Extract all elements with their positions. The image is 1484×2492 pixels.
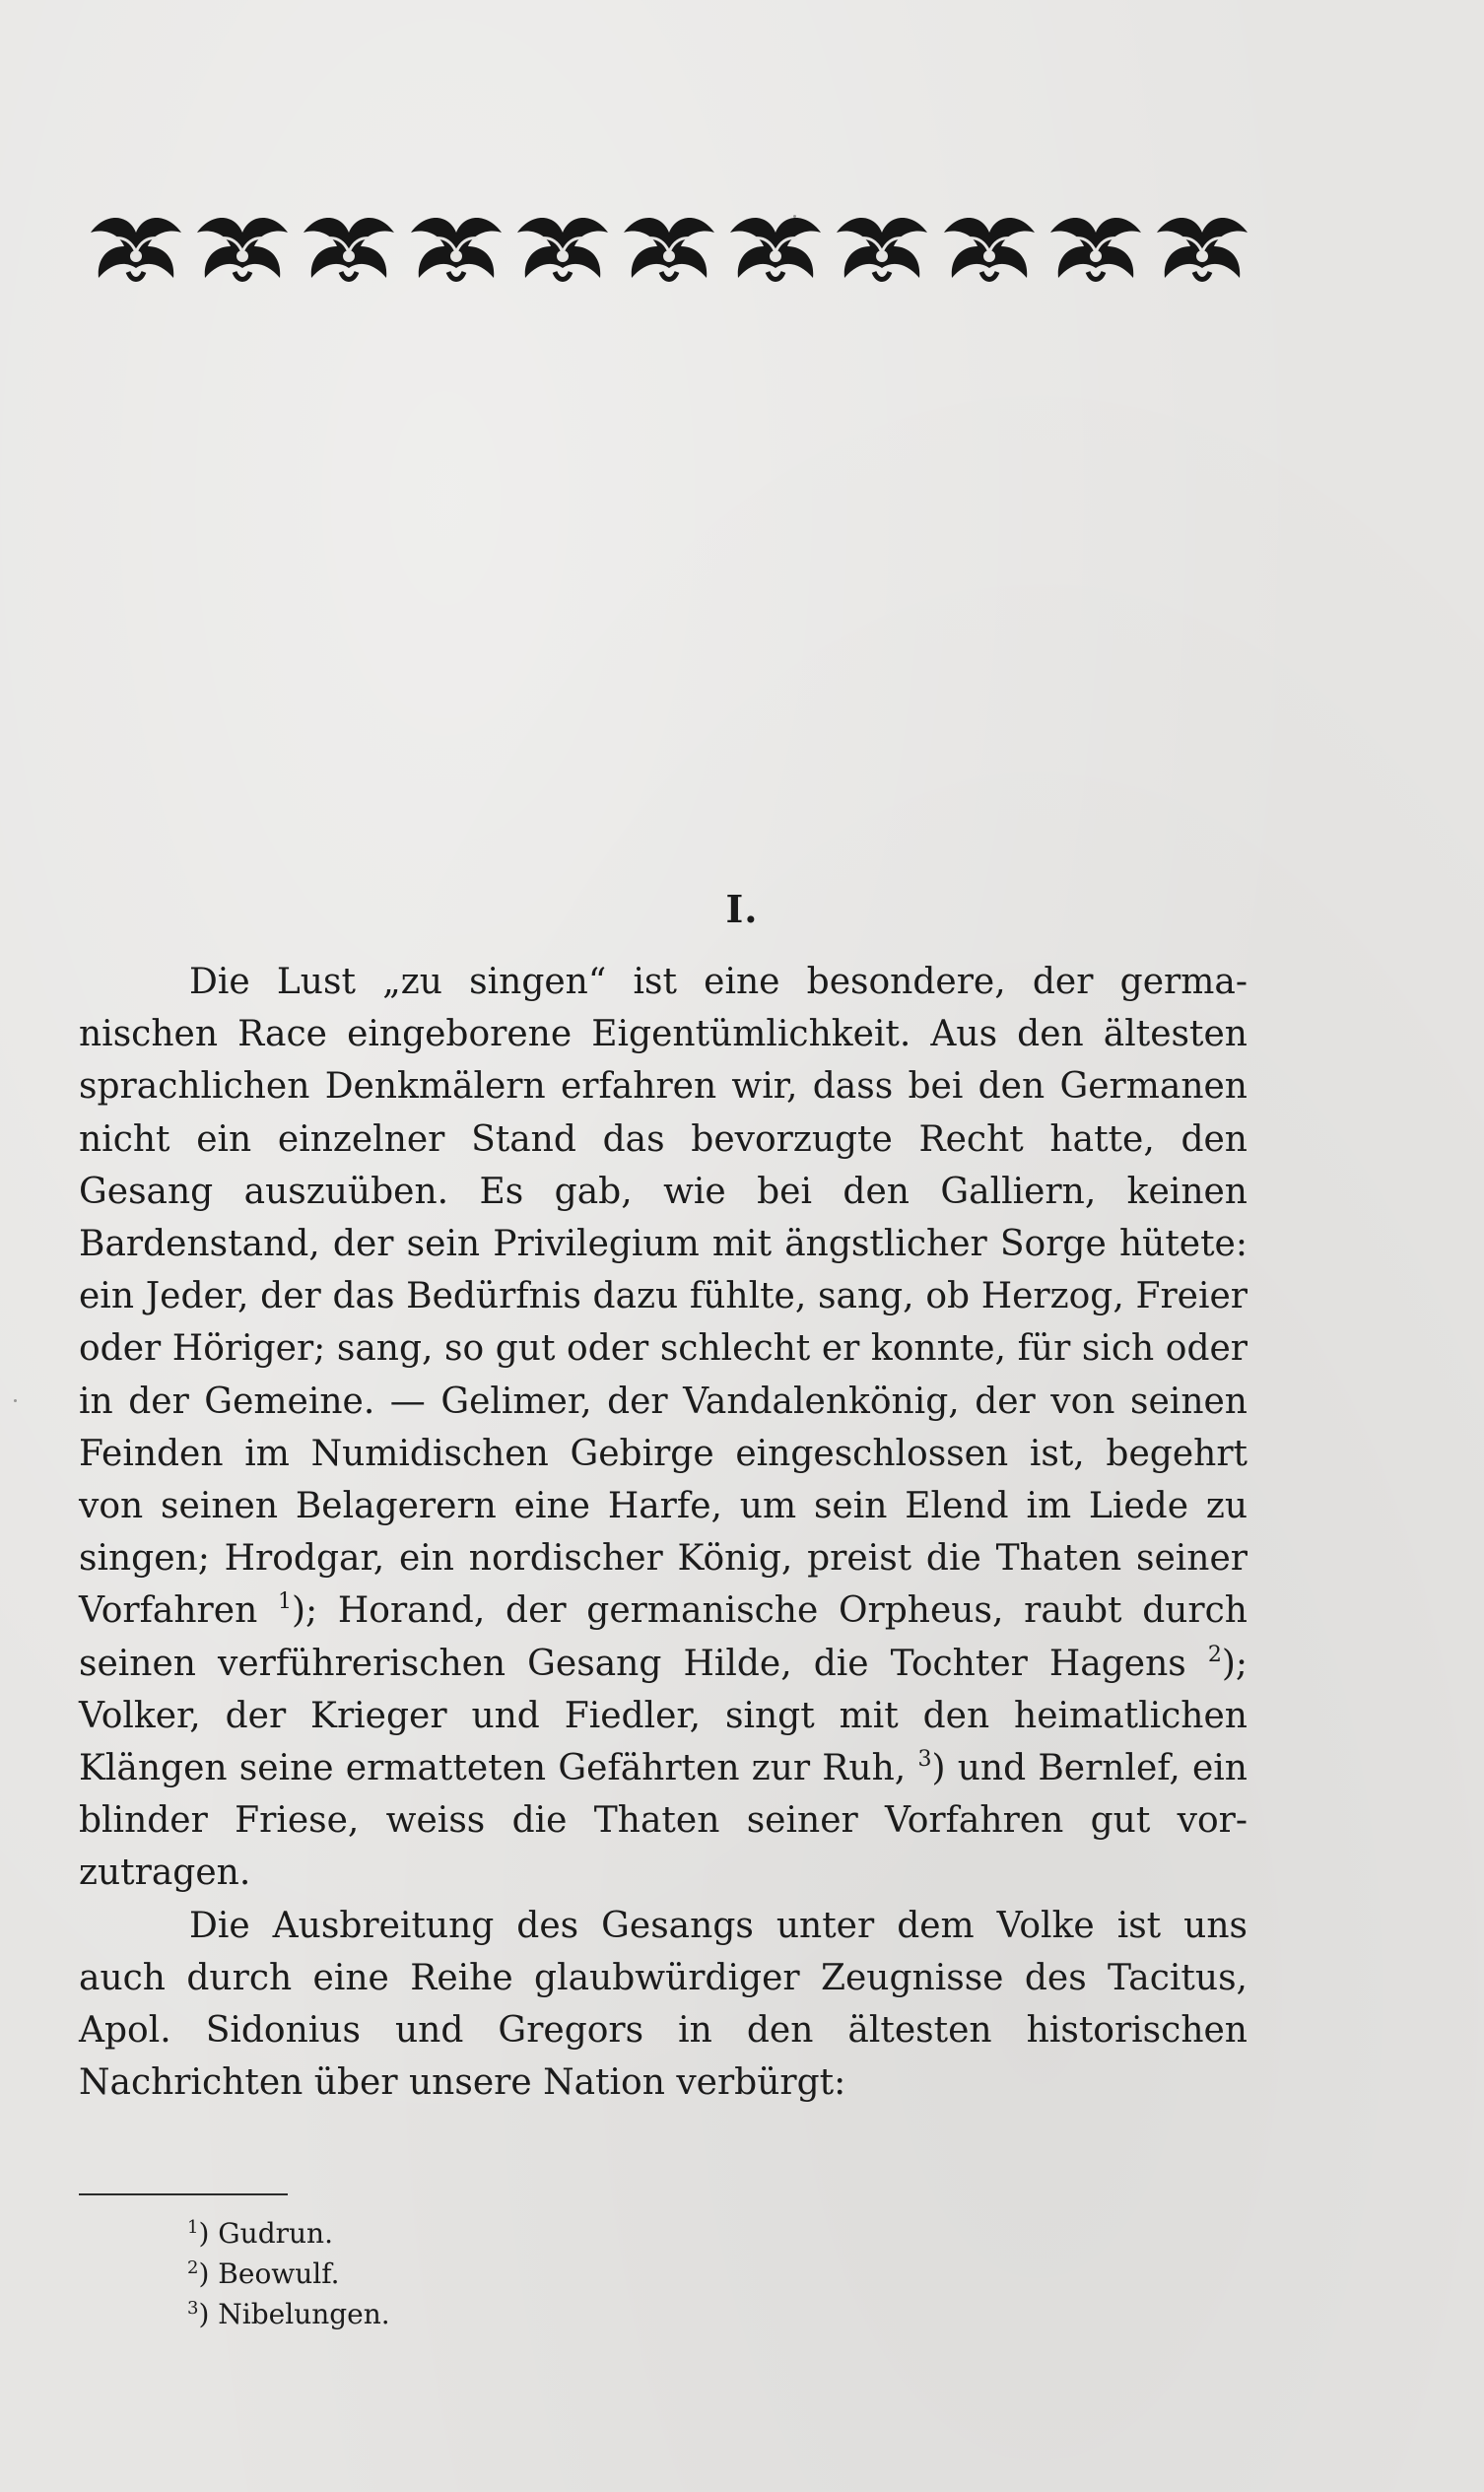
vine-leaf-icon xyxy=(405,203,507,294)
text-run: ) und Bernlef, ein blinder Friese, weiss die Thaten seiner Vorfahren gut vorzutragen. xyxy=(79,1748,1248,1894)
vine-leaf-icon xyxy=(724,203,827,294)
footnote-item xyxy=(187,2213,390,2254)
vine-leaf-icon xyxy=(1151,203,1253,294)
decorative-ornament-band xyxy=(85,203,1253,294)
vine-leaf-icon xyxy=(831,203,933,294)
text-run: ); Volker, der Krieger und Fiedler, singt mit den heimatlichen Klängen seine ermatteten Gefährten zur Ruh, xyxy=(79,1643,1248,1789)
footnote-paren: ) xyxy=(198,2217,210,2250)
footnote-reference[interactable]: 3 xyxy=(917,1747,932,1773)
body-text xyxy=(79,956,1248,2109)
footnote-mark: 3 xyxy=(187,2298,199,2319)
footnote-separator-rule xyxy=(79,2193,288,2195)
footnote-reference[interactable]: 1 xyxy=(277,1589,292,1615)
paragraph xyxy=(79,1900,1248,2110)
footnote-text: Beowulf. xyxy=(209,2257,340,2290)
footnote-item xyxy=(187,2294,390,2334)
footnote-reference[interactable]: 2 xyxy=(1207,1642,1222,1667)
footnote-text: Gudrun. xyxy=(209,2217,333,2250)
vine-leaf-icon xyxy=(511,203,614,294)
footnotes xyxy=(187,2213,390,2334)
text-run: Die Ausbreitung des Gesangs unter dem Volke ist uns auch durch eine Reihe glaubwürdiger Zeugnisse des Tacitus, Apol. Sidonius und Gregors in den ältesten historischen Nachrichten über unsere Nation verbürgt: xyxy=(79,1905,1248,2104)
text-run: Die Lust „zu singen“ ist eine besondere, der germanischen Race eingeborene Eigentümlichkeit. Aus den ältesten sprachlichen Denkmälern erfahren wir, dass bei den Germanen nicht ein einzelner Stand das bevorzugte Recht hatte, den Gesang auszuüben. Es gab, wie bei den Galliern, keinen Bardenstand, der sein Privilegium mit ängstlicher Sorge hütete: ein Jeder, der das Bedürfnis dazu fühlte, sang, ob Herzog, Freier oder Höriger; sang, so gut oder schlecht er konnte, für sich oder in der Gemeine. — Gelimer, der Vandalenkönig, der von seinen Feinden im Numidischen Gebirge eingeschlossen ist, begehrt von seinen Belagerern eine Harfe, um sein Elend im Liede zu singen; Hrodgar, ein nordischer König, preist die Thaten seiner Vorfahren xyxy=(79,962,1248,1632)
footnote-item xyxy=(187,2254,390,2294)
vine-leaf-icon xyxy=(1045,203,1147,294)
vine-leaf-icon xyxy=(298,203,400,294)
footnote-text: Nibelungen. xyxy=(209,2298,390,2330)
ink-speck xyxy=(793,215,796,218)
vine-leaf-icon xyxy=(85,203,187,294)
footnote-mark: 2 xyxy=(187,2257,199,2278)
vine-leaf-icon xyxy=(938,203,1041,294)
footnote-paren: ) xyxy=(198,2298,210,2330)
text-run: ); Horand, der germanische Orpheus, raubt durch seinen verführerischen Gesang Hilde, die Tochter Hagens xyxy=(79,1590,1248,1684)
ink-speck xyxy=(14,1399,17,1402)
vine-leaf-icon xyxy=(618,203,720,294)
footnote-paren: ) xyxy=(198,2257,210,2290)
paragraph xyxy=(79,956,1248,1900)
vine-leaf-icon xyxy=(191,203,294,294)
footnote-mark: 1 xyxy=(187,2217,199,2238)
chapter-heading: I. xyxy=(725,887,759,931)
